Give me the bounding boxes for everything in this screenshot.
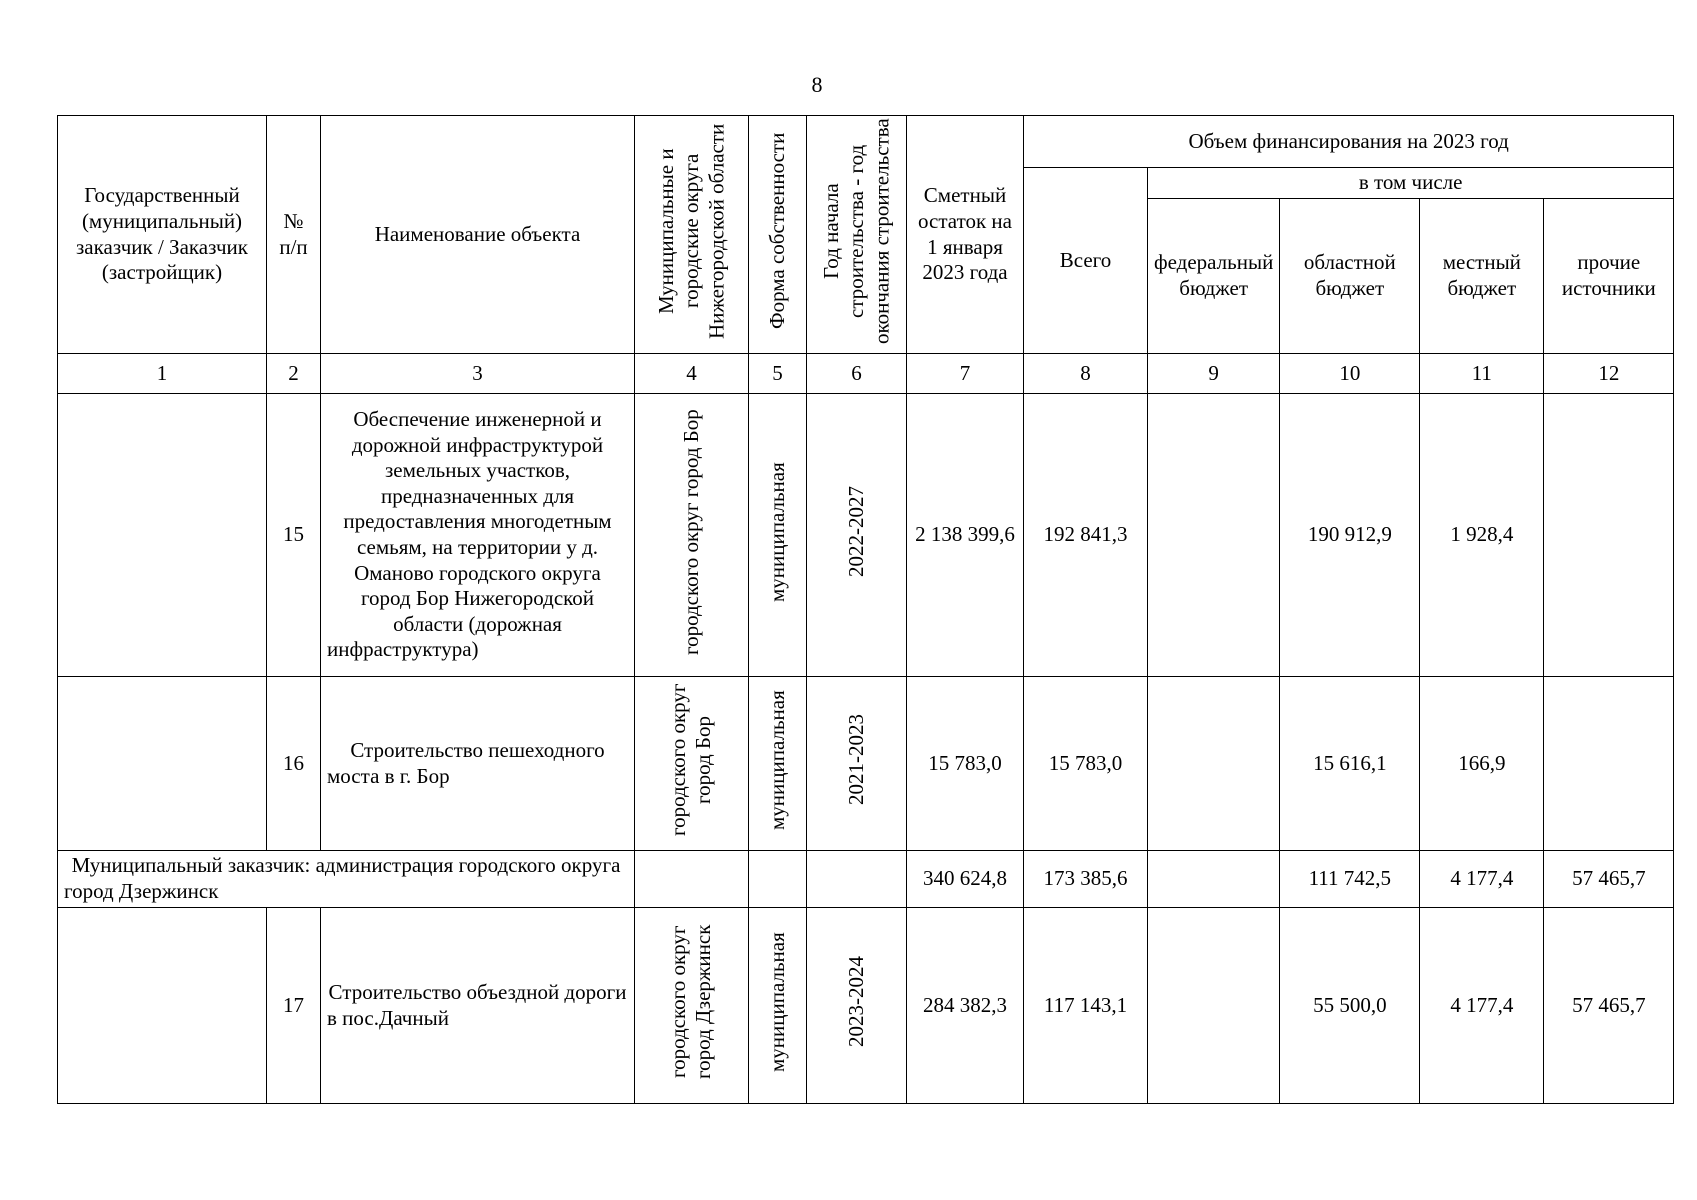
- customer-regional: 111 742,5: [1280, 851, 1420, 908]
- funding-table: [57, 115, 1674, 1104]
- row-federal: [1148, 908, 1280, 1104]
- customer-years: [807, 851, 907, 908]
- customer-remainder: 340 624,8: [907, 851, 1024, 908]
- table-row: [58, 394, 1674, 677]
- row-other: 57 465,7: [1544, 908, 1674, 1104]
- row-district: городского округ город Бор: [635, 677, 749, 851]
- header-including: в том числе: [1148, 168, 1674, 199]
- header-funding-group: Объем финансирования на 2023 год: [1024, 116, 1674, 168]
- column-number: 12: [1544, 354, 1674, 394]
- header-total: Всего: [1024, 168, 1148, 354]
- row-district: городского округ город Дзержинск: [635, 908, 749, 1104]
- row-total: 15 783,0: [1024, 677, 1148, 851]
- row-other: [1544, 394, 1674, 677]
- customer-federal: [1148, 851, 1280, 908]
- header-number: № п/п: [267, 116, 321, 354]
- row-total: 192 841,3: [1024, 394, 1148, 677]
- table-row: [58, 677, 1674, 851]
- row-local: 166,9: [1420, 677, 1544, 851]
- row-ownership: муниципальная: [749, 394, 807, 677]
- row-customer-cell: [58, 677, 267, 851]
- row-remainder: 284 382,3: [907, 908, 1024, 1104]
- table-row: [58, 908, 1674, 1104]
- header-ownership: Форма собственности: [749, 116, 807, 354]
- row-years: 2022-2027: [807, 394, 907, 677]
- row-district: городского округ город Бор: [635, 394, 749, 677]
- row-object-name: Обеспечение инженерной и дорожной инфраструктурой земельных участков, предназначенных для предоставления многодетным семьям, на территории у д. Оманово городского округа город Бор Нижегородской области (дорожная инфраструктура): [321, 394, 635, 677]
- row-object-name: Строительство объездной дороги в пос.Дачный: [321, 908, 635, 1104]
- column-number: 9: [1148, 354, 1280, 394]
- row-federal: [1148, 394, 1280, 677]
- page-number: 8: [811, 72, 823, 97]
- header-row-1: [58, 116, 1674, 168]
- column-number-row: [58, 354, 1674, 394]
- column-number: 3: [321, 354, 635, 394]
- row-regional: 15 616,1: [1280, 677, 1420, 851]
- column-number: 11: [1420, 354, 1544, 394]
- row-federal: [1148, 677, 1280, 851]
- row-other: [1544, 677, 1674, 851]
- header-remainder: Сметный остаток на 1 января 2023 года: [907, 116, 1024, 354]
- header-years: Год начала строительства - год окончания строительства: [807, 116, 907, 354]
- header-object-name: Наименование объекта: [321, 116, 635, 354]
- row-remainder: 2 138 399,6: [907, 394, 1024, 677]
- column-number: 5: [749, 354, 807, 394]
- row-regional: 190 912,9: [1280, 394, 1420, 677]
- row-number: 17: [267, 908, 321, 1104]
- column-number: 1: [58, 354, 267, 394]
- row-customer-cell: [58, 394, 267, 677]
- row-object-name: Строительство пешеходного моста в г. Бор: [321, 677, 635, 851]
- customer-ownership: [749, 851, 807, 908]
- column-number: 8: [1024, 354, 1148, 394]
- row-ownership: муниципальная: [749, 908, 807, 1104]
- header-districts: Муниципальные и городские округа Нижегородской области: [635, 116, 749, 354]
- customer-summary-row: [58, 851, 1674, 908]
- row-years: 2023-2024: [807, 908, 907, 1104]
- column-number: 4: [635, 354, 749, 394]
- row-local: 4 177,4: [1420, 908, 1544, 1104]
- row-number: 16: [267, 677, 321, 851]
- customer-other: 57 465,7: [1544, 851, 1674, 908]
- column-number: 10: [1280, 354, 1420, 394]
- row-regional: 55 500,0: [1280, 908, 1420, 1104]
- customer-local: 4 177,4: [1420, 851, 1544, 908]
- customer-label: Муниципальный заказчик: администрация городского округа город Дзержинск: [58, 851, 635, 908]
- column-number: 7: [907, 354, 1024, 394]
- header-local: местный бюджет: [1420, 199, 1544, 354]
- customer-total: 173 385,6: [1024, 851, 1148, 908]
- column-number: 2: [267, 354, 321, 394]
- header-other: прочие источники: [1544, 199, 1674, 354]
- header-regional: областной бюджет: [1280, 199, 1420, 354]
- row-remainder: 15 783,0: [907, 677, 1024, 851]
- row-ownership: муниципальная: [749, 677, 807, 851]
- column-number: 6: [807, 354, 907, 394]
- row-years: 2021-2023: [807, 677, 907, 851]
- row-customer-cell: [58, 908, 267, 1104]
- row-number: 15: [267, 394, 321, 677]
- row-total: 117 143,1: [1024, 908, 1148, 1104]
- header-customer: Государственный (муниципальный) заказчик / Заказчик (застройщик): [58, 116, 267, 354]
- customer-district: [635, 851, 749, 908]
- header-federal: федеральный бюджет: [1148, 199, 1280, 354]
- row-local: 1 928,4: [1420, 394, 1544, 677]
